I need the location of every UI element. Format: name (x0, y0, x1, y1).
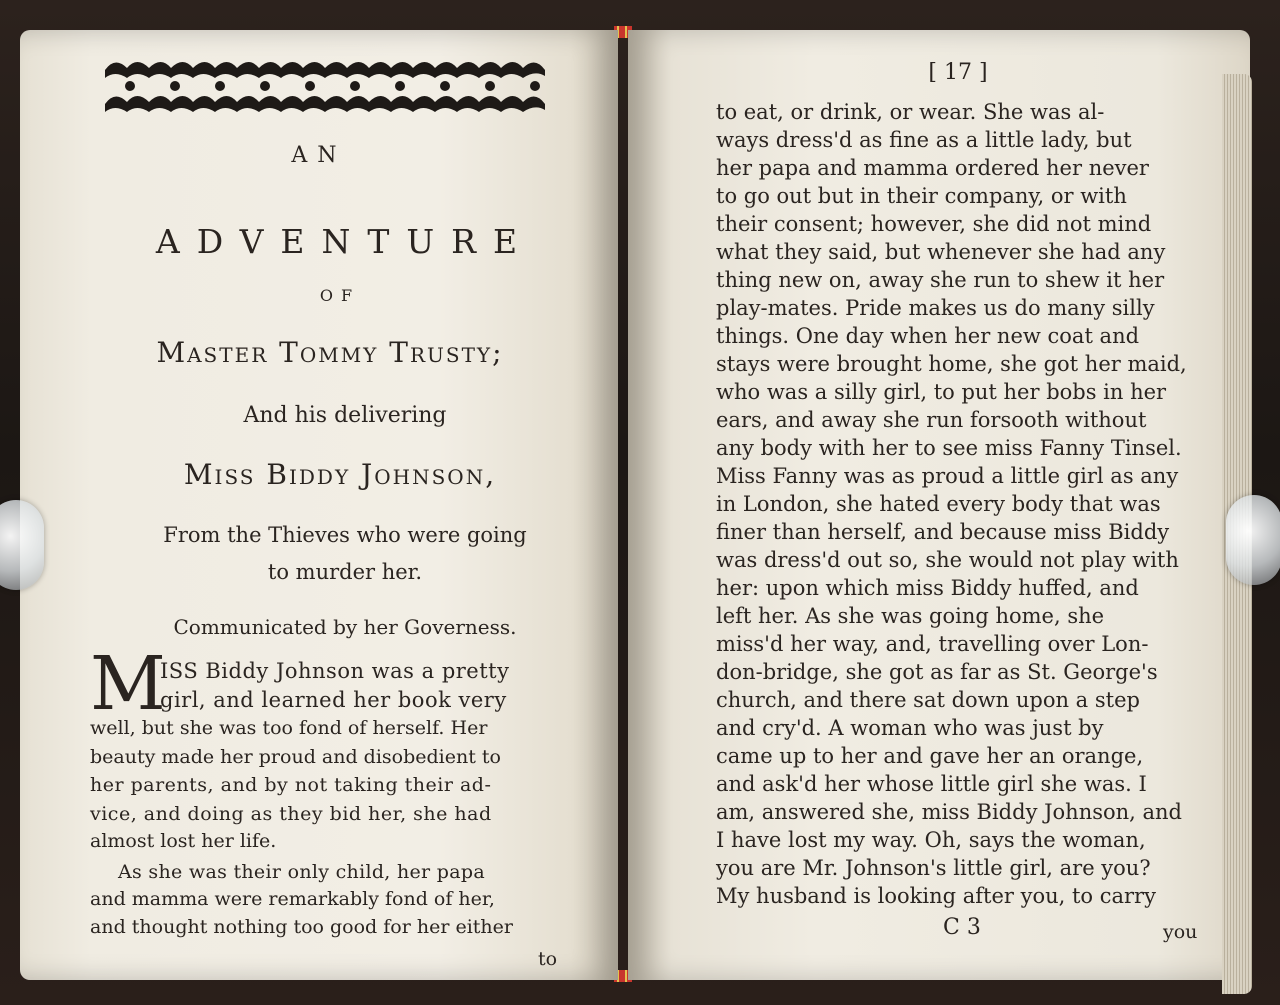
body-line: things. One day when her new coat and (716, 324, 1140, 348)
body-line: her papa and mamma ordered her never (716, 156, 1149, 180)
title-adventure: ADVENTURE (155, 222, 535, 261)
communicated-by: Communicated by her Governess. (173, 615, 517, 639)
title-delivering: And his delivering (243, 403, 447, 428)
catchword: you (1163, 921, 1198, 943)
body-line: don-bridge, she got as far as St. George's (716, 660, 1158, 684)
left-page-clip (0, 500, 44, 590)
drop-cap: M (90, 641, 166, 727)
body-line: and mamma were remarkably fond of her, (90, 888, 495, 910)
body-line: miss'd her way, and, travelling over Lon- (716, 632, 1149, 656)
title-hero: Master Tommy Trusty; (156, 336, 504, 369)
page-number: [ 17 ] (928, 60, 988, 85)
title-an: AN (291, 143, 347, 168)
body-line: you are Mr. Johnson's little girl, are you? (716, 856, 1151, 880)
body-line: ways dress'd as fine as a little lady, but (716, 128, 1132, 152)
body-line: her: upon which miss Biddy huffed, and (716, 576, 1139, 600)
body-line: Miss Fanny was as proud a little girl as any (716, 464, 1179, 488)
body-line: left her. As she was going home, she (716, 604, 1105, 628)
left-page (20, 30, 618, 980)
body-line: and cry'd. A woman who was just by (716, 716, 1104, 740)
body-line: am, answered she, miss Biddy Johnson, and (716, 800, 1182, 824)
catchword: to (538, 948, 558, 970)
body-line: what they said, but whenever she had any (716, 240, 1166, 264)
body-line: in London, she hated every body that was (716, 492, 1161, 516)
body-line: came up to her and gave her an orange, (716, 744, 1144, 768)
body-line: was dress'd out so, she would not play with (716, 548, 1179, 572)
body-line: almost lost her life. (90, 830, 277, 852)
body-line: vice, and doing as they bid her, she had (90, 803, 492, 825)
body-line: play-mates. Pride makes us do many silly (716, 296, 1155, 320)
body-line: stays were brought home, she got her maid, (716, 352, 1187, 376)
title-thieves: From the Thieves who were going (163, 523, 527, 547)
body-line: ISS Biddy Johnson was a pretty (160, 659, 510, 683)
body-line: My husband is looking after you, to carry (716, 884, 1156, 908)
body-line: to eat, or drink, or wear. She was al- (716, 100, 1105, 124)
body-line: and ask'd her whose little girl she was. I (716, 772, 1147, 796)
body-line: and thought nothing too good for her either (90, 916, 513, 938)
body-line: ears, and away she run forsooth without (716, 408, 1147, 432)
title-murder: to murder her. (267, 560, 423, 584)
body-line: their consent; however, she did not mind (716, 212, 1152, 236)
body-line: I have lost my way. Oh, says the woman, (716, 828, 1146, 852)
body-line: church, and there sat down upon a step (716, 688, 1140, 712)
body-line: any body with her to see miss Fanny Tinsel. (716, 436, 1182, 460)
body-line: her parents, and by not taking their ad- (90, 774, 492, 796)
right-page-clip (1226, 495, 1280, 585)
body-line: beauty made her proud and disobedient to (90, 746, 501, 768)
body-line: finer than herself, and because miss Biddy (716, 520, 1170, 544)
body-line: thing new on, away she run to shew it her (716, 268, 1165, 292)
title-of: OF (319, 286, 361, 305)
body-line: who was a silly girl, to put her bobs in her (716, 380, 1167, 404)
title-heroine: Miss Biddy Johnson, (183, 458, 497, 491)
body-line: As she was their only child, her papa (118, 861, 485, 883)
floral-ornament-icon (100, 52, 562, 122)
right-page (628, 30, 1250, 980)
body-line: well, but she was too fond of herself. Her (90, 717, 488, 739)
signature-mark: C 3 (943, 915, 981, 940)
body-line: to go out but in their company, or with (716, 184, 1127, 208)
body-line: girl, and learned her book very (160, 688, 507, 712)
